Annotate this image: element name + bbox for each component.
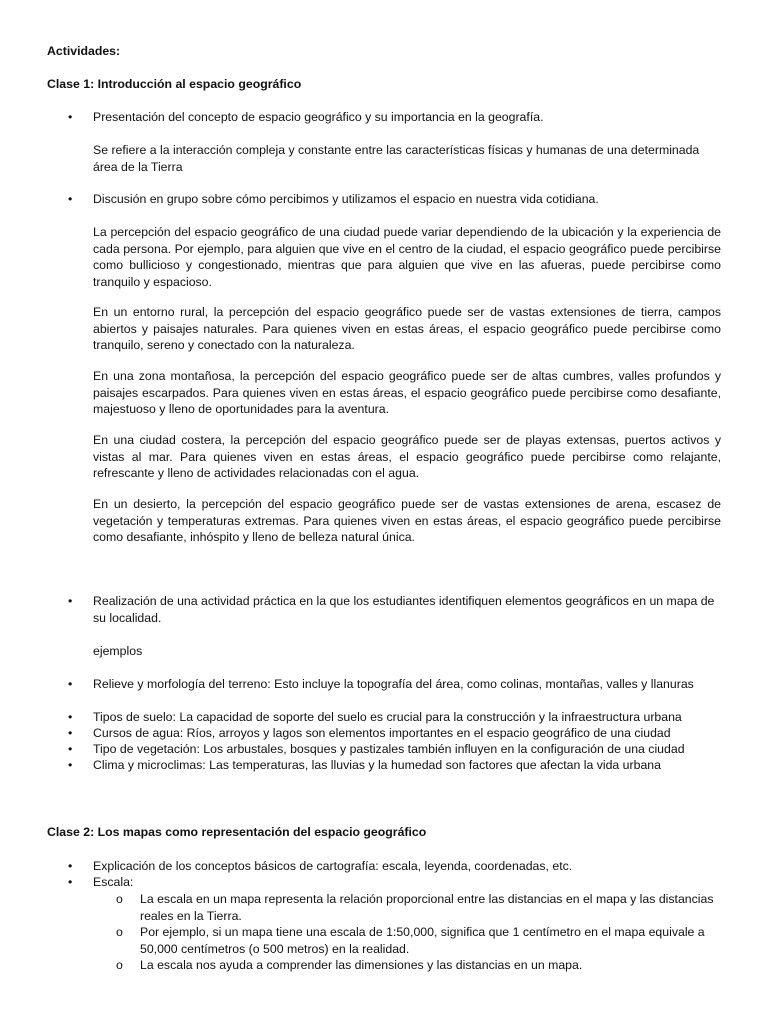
paragraph-desierto: En un desierto, la percepción del espacio geográfico puede ser de vastas extensiones de arena, escasez de vegetación y temperaturas extremas. Para quienes viven en estas áreas, el espacio geográfico puede percibirse como desafiante, inhóspito y lleno de belleza natural única.: [93, 497, 721, 544]
example-vegetacion: • Tipo de vegetación: Los arbustales, bosques y pastizales también influyen en la configuración de una ciudad: [93, 741, 721, 758]
ejemplos-label: ejemplos: [93, 644, 143, 658]
example-relieve: • Relieve y morfología del terreno: Esto incluye la topografía del área, como colinas, montañas, valles y llanuras: [93, 676, 721, 693]
example-clima: • Clima y microclimas: Las temperaturas, las lluvias y la humedad son factores que afectan la vida urbana: [93, 757, 721, 774]
clase1-title: Clase 1: Introducción al espacio geográfico: [47, 77, 302, 91]
clase2-bullet-cartografia: • Explicación de los conceptos básicos de cartografía: escala, leyenda, coordenadas, etc.: [93, 858, 721, 875]
paragraph-ciudad: La percepción del espacio geográfico de una ciudad puede variar dependiendo de la ubicación y la experiencia de cada persona. Por ejemplo, para alguien que vive en el centro de la ciudad, el espacio geográfico puede percibirse como bullicioso y congestionado, mientras que para alguien que vive en las afueras, puede percibirse como tranquilo y espacioso.: [93, 225, 721, 289]
escala-sub-item: o La escala nos ayuda a comprender las dimensiones y las distancias en un mapa.: [140, 957, 722, 974]
clase1-concept-definition: Se refiere a la interacción compleja y constante entre las características físicas y humanas de una determinada área de la Tierra: [93, 143, 700, 174]
escala-sub-item: o La escala en un mapa representa la relación proporcional entre las distancias en el mapa y las distancias reales en la Tierra.: [140, 891, 722, 924]
clase2-bullet-escala: • Escala:: [93, 874, 721, 891]
clase1-bullet-concept: • Presentación del concepto de espacio geográfico y su importancia en la geografía.: [93, 109, 721, 126]
example-suelo: • Tipos de suelo: La capacidad de soporte del suelo es crucial para la construcción y la infraestructura urbana: [93, 709, 721, 726]
paragraph-rural: En un entorno rural, la percepción del espacio geográfico puede ser de vastas extensiones de tierra, campos abiertos y paisajes naturales. Para quienes viven en estas áreas, el espacio geográfico puede percibirse como tranquilo, sereno y conectado con la naturaleza.: [93, 305, 721, 352]
clase2-title: Clase 2: Los mapas como representación del espacio geográfico: [47, 825, 427, 839]
clase1-bullet-discussion: • Discusión en grupo sobre cómo percibimos y utilizamos el espacio en nuestra vida cotidiana.: [93, 191, 721, 208]
activities-heading: Actividades:: [47, 44, 121, 58]
escala-sub-item: o Por ejemplo, si un mapa tiene una escala de 1:50,000, significa que 1 centímetro en el mapa equivale a 50,000 centímetros (o 500 metros) en la realidad.: [140, 924, 722, 957]
paragraph-costera: En una ciudad costera, la percepción del espacio geográfico puede ser de playas extensas, puertos activos y vistas al mar. Para quienes viven en estas áreas, el espacio geográfico puede percibirse como relajante, refrescante y lleno de actividades relacionadas con el agua.: [93, 433, 721, 480]
paragraph-montana: En una zona montañosa, la percepción del espacio geográfico puede ser de altas cumbres, valles profundos y paisajes escarpados. Para quienes viven en estas áreas, el espacio geográfico puede percibirse como desafiante, majestuoso y lleno de oportunidades para la aventura.: [93, 369, 721, 416]
example-agua: • Cursos de agua: Ríos, arroyos y lagos son elementos importantes en el espacio geográfico de una ciudad: [93, 725, 721, 742]
clase1-bullet-activity: • Realización de una actividad práctica en la que los estudiantes identifiquen elementos geográficos en un mapa de su localidad.: [93, 593, 721, 626]
